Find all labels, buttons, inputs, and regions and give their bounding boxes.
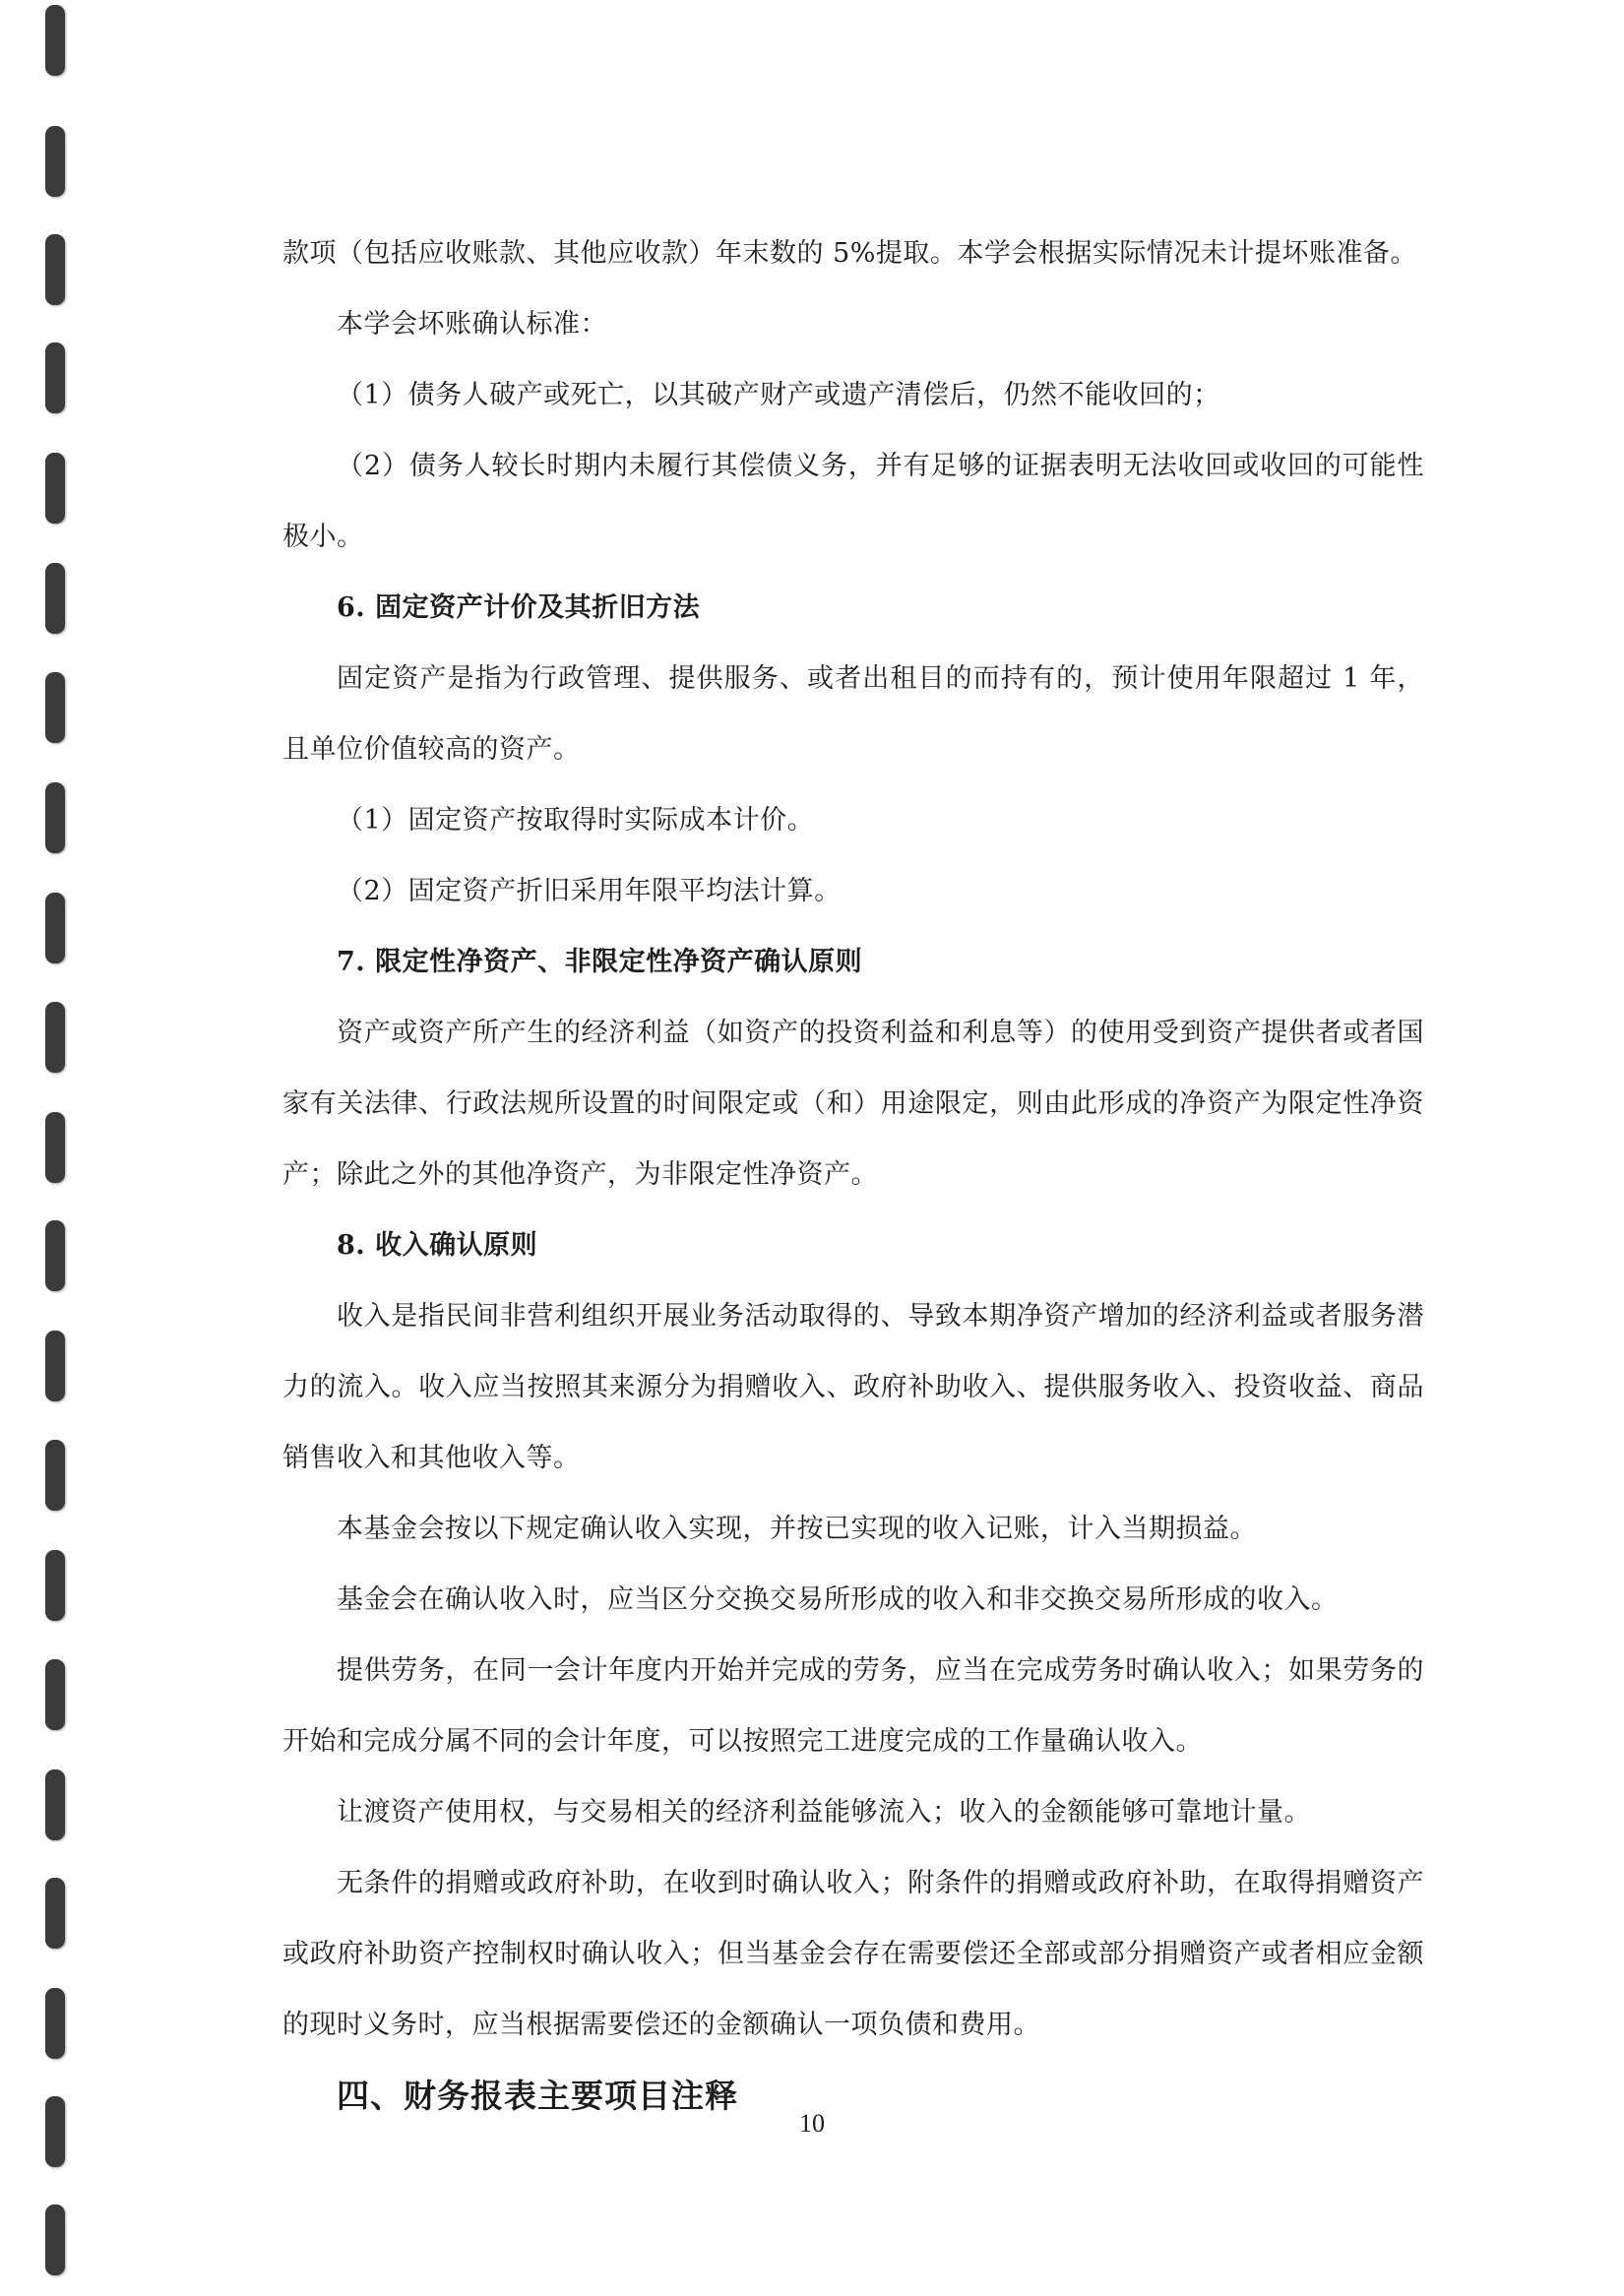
paragraph: 本学会坏账确认标准： [337, 309, 607, 340]
binding-hole [45, 1440, 65, 1511]
binding-hole [45, 1220, 65, 1291]
binding-hole [45, 1659, 65, 1730]
subsection-heading: 6. 固定资产计价及其折旧方法 [337, 592, 701, 623]
binding-hole [45, 1878, 65, 1949]
document-body [282, 218, 1424, 2132]
list-item: （1）债务人破产或死亡，以其破产财产或遗产清偿后，仍然不能收回的； [337, 380, 1220, 410]
paragraph: 资产或资产所产生的经济利益（如资产的投资利益和利息等）的使用受到资产提供者或者国家有关法律、行政法规所设置的时间限定或（和）用途限定，则由此形成的净资产为限定性净资产；除此之外的其他净资产，为非限定性净资产。 [282, 1018, 1424, 1190]
paragraph: 让渡资产使用权，与交易相关的经济利益能够流入；收入的金额能够可靠地计量。 [337, 1797, 1311, 1828]
paragraph: 收入是指民间非营利组织开展业务活动取得的、导致本期净资产增加的经济利益或者服务潜力的流入。收入应当按照其来源分为捐赠收入、政府补助收入、提供服务收入、投资收益、商品销售收入和其他收入等。 [282, 1301, 1424, 1473]
binding-hole [45, 563, 65, 634]
paragraph: 固定资产是指为行政管理、提供服务、或者出租目的而持有的，预计使用年限超过 1 年，且单位价值较高的资产。 [282, 663, 1424, 765]
binding-hole [45, 1002, 65, 1073]
list-item: （2）债务人较长时期内未履行其偿债义务，并有足够的证据表明无法收回或收回的可能性极小。 [282, 451, 1424, 552]
binding-hole [45, 782, 65, 853]
binding-holes [0, 0, 89, 2296]
binding-hole [45, 1112, 65, 1183]
paragraph: 基金会在确认收入时，应当区分交换交易所形成的收入和非交换交易所形成的收入。 [337, 1584, 1339, 1615]
section-heading: 四、财务报表主要项目注释 [337, 2077, 738, 2115]
binding-hole [45, 126, 65, 197]
page-number: 10 [799, 2109, 825, 2138]
list-item: （1）固定资产按取得时实际成本计价。 [337, 805, 815, 836]
subsection-heading: 7. 限定性净资产、非限定性净资产确认原则 [337, 947, 863, 977]
paragraph-continued: 款项（包括应收账款、其他应收款）年末数的 5%提取。本学会根据实际情况未计提坏账准备。 [282, 238, 1417, 269]
binding-hole [45, 1769, 65, 1840]
binding-hole [45, 453, 65, 524]
binding-hole [45, 2204, 65, 2275]
binding-hole [45, 672, 65, 743]
subsection-heading: 8. 收入确认原则 [337, 1230, 538, 1261]
binding-hole [45, 1988, 65, 2059]
binding-hole [45, 1550, 65, 1621]
paragraph: 本基金会按以下规定确认收入实现，并按已实现的收入记账，计入当期损益。 [337, 1514, 1257, 1544]
binding-hole [45, 5, 65, 76]
binding-hole [45, 234, 65, 305]
list-item: （2）固定资产折旧采用年限平均法计算。 [337, 876, 842, 906]
binding-hole [45, 893, 65, 963]
paragraph: 无条件的捐赠或政府补助，在收到时确认收入；附条件的捐赠或政府补助，在取得捐赠资产或政府补助资产控制权时确认收入；但当基金会存在需要偿还全部或部分捐赠资产或者相应金额的现时义务时，应当根据需要偿还的金额确认一项负债和费用。 [282, 1868, 1424, 2040]
binding-hole [45, 342, 65, 413]
paragraph: 提供劳务，在同一会计年度内开始并完成的劳务，应当在完成劳务时确认收入；如果劳务的开始和完成分属不同的会计年度，可以按照完工进度完成的工作量确认收入。 [282, 1655, 1424, 1757]
binding-hole [45, 1331, 65, 1401]
